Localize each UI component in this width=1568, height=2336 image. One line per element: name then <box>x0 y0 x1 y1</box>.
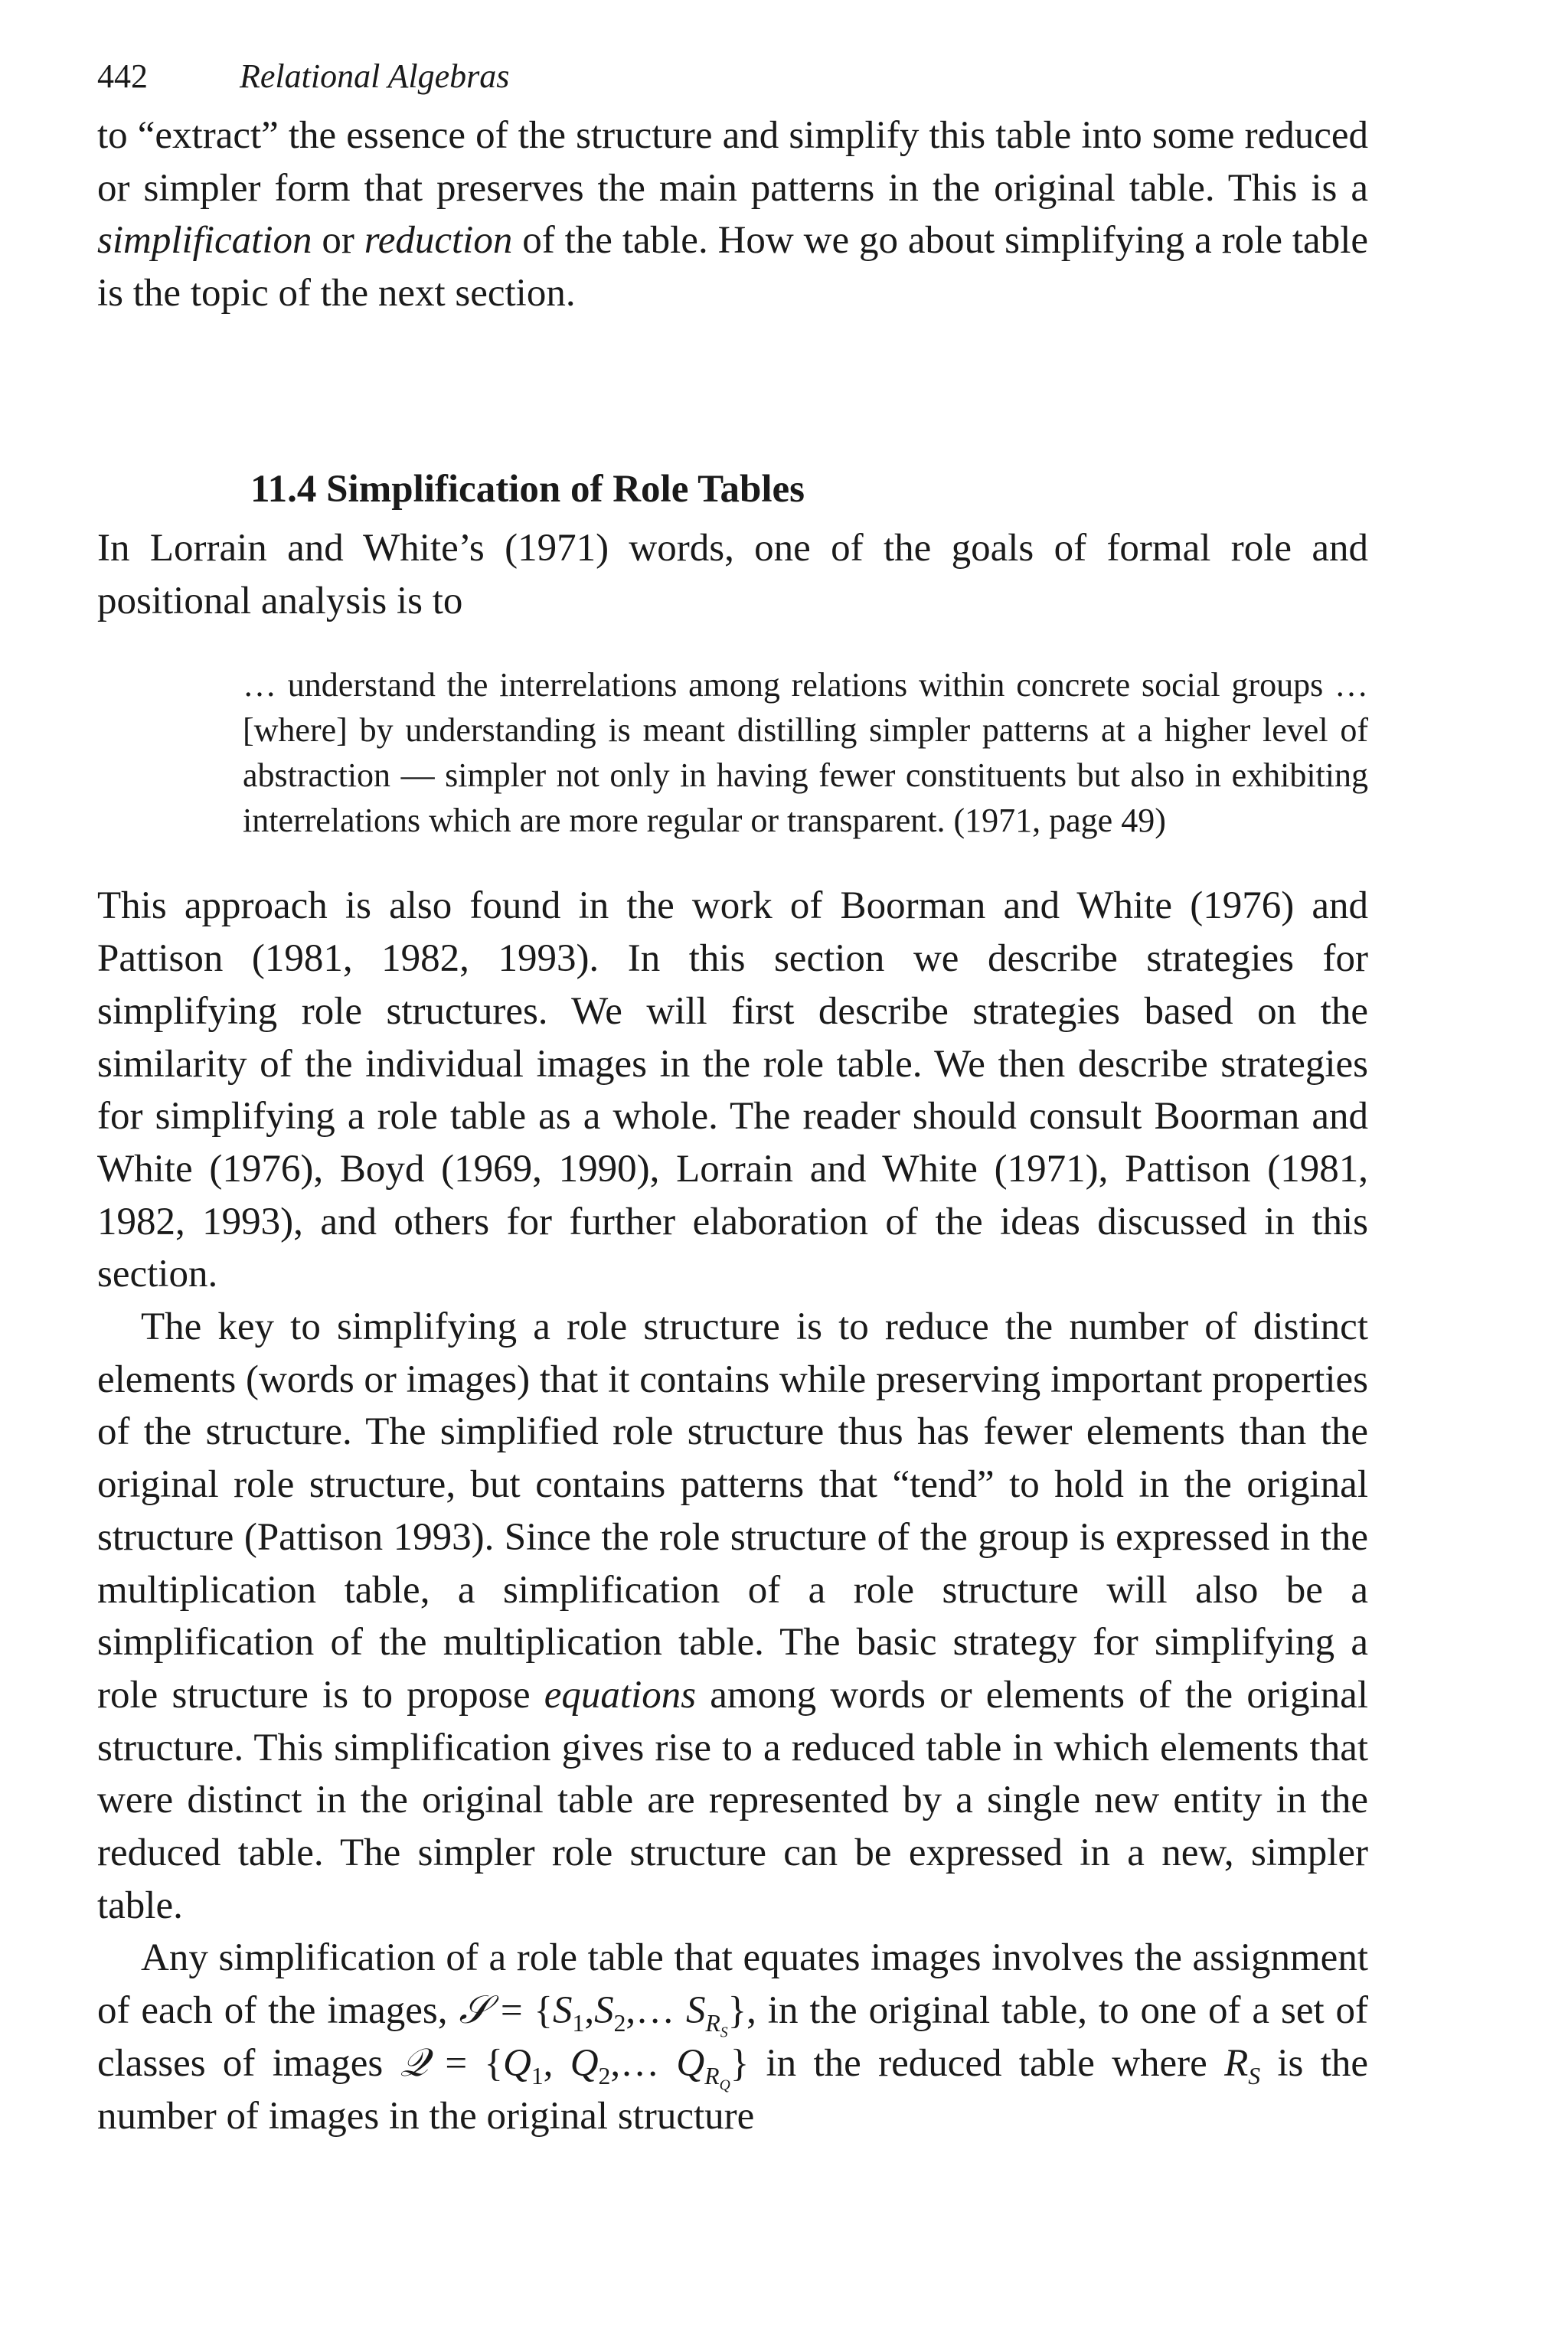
math-var: R <box>1224 2041 1249 2085</box>
math-subsub: Q <box>719 2077 730 2094</box>
any-text: is the number of images in the original structure <box>97 2041 1369 2138</box>
any-text: Any simplification of a role table that equates images involves the assignment of each of the images, <box>97 1936 1368 2033</box>
math-sub <box>704 2063 730 2094</box>
intro-text: to “extract” the essence of the structure and simplify this table into some reduced or simpler form that preserves the main patterns in the original table. This is a <box>97 114 1368 210</box>
math-text: ,… <box>610 2041 677 2085</box>
math-sub-text: R <box>705 2010 720 2037</box>
set-s-symbol: 𝒮 <box>459 1989 489 2033</box>
intro-text: or <box>312 219 364 263</box>
key-emphasis: equations <box>544 1673 697 1717</box>
intro-paragraph <box>97 109 1368 320</box>
math-sub: S <box>1248 2063 1261 2090</box>
key-text: among words or elements of the original structure. This simplification gives rise to a reduced table in which elements that were distinct in the original table are represented by a single new entity in the reduced table. The simpler role structure can be expressed in a new, simpler table. <box>97 1673 1368 1927</box>
any-text: in the reduced table where <box>749 2041 1225 2085</box>
math-sub: 1 <box>531 2063 544 2090</box>
section-heading: 11.4 Simplification of Role Tables <box>250 467 805 511</box>
math-sub: 2 <box>613 2010 626 2037</box>
lead-paragraph: In Lorrain and White’s (1971) words, one of the goals of formal role and positional analysis is to <box>97 526 1368 622</box>
math-sub-text: R <box>704 2063 720 2090</box>
math-var: S <box>686 1989 706 2033</box>
running-title: Relational Algebras <box>240 57 510 95</box>
math-text: ,… <box>626 1989 687 2033</box>
any-paragraph <box>97 1932 1368 2142</box>
math-var: S <box>553 1989 573 2033</box>
any-text: , in the original table, to one of a set of classes of images <box>97 1989 1369 2085</box>
math-var: Q <box>676 2041 705 2085</box>
math-sub: 2 <box>598 2063 611 2090</box>
math-var: S <box>594 1989 614 2033</box>
math-text: } <box>730 2041 750 2085</box>
intro-emphasis: reduction <box>364 219 513 263</box>
math-text: = { <box>488 1989 553 2033</box>
book-page <box>97 54 1368 2142</box>
math-sub: 1 <box>572 2010 585 2037</box>
key-paragraph <box>97 1301 1368 1932</box>
intro-text: of the table. How we go about simplifying a role table is the topic of the next section. <box>97 219 1368 315</box>
math-var: Q <box>570 2041 599 2085</box>
intro-emphasis: simplification <box>97 219 312 263</box>
running-head <box>97 54 1368 100</box>
math-text: } <box>727 1989 747 2033</box>
math-text: = { <box>428 2041 503 2085</box>
key-text: The key to simplifying a role structure is to reduce the number of distinct elements (words or images) that it contains while preserving important properties of the structure. The simplified role structure thus has fewer elements than the original role structure, but contains patterns that “tend” to hold in the original structure (Pattison 1993). Since the role structure of the group is expressed in the multiplication table, a simplification of a role structure will also be a simplification of the multiplication table. The basic strategy for simplifying a role structure is to propose <box>97 1305 1368 1717</box>
page-number: 442 <box>97 57 148 95</box>
math-subsub: S <box>720 2024 728 2041</box>
math-var: Q <box>502 2041 531 2085</box>
set-q-symbol: 𝒬 <box>400 2041 429 2085</box>
math-text: , <box>543 2041 570 2085</box>
math-text: , <box>584 1989 595 2033</box>
approach-paragraph: This approach is also found in the work of Boorman and White (1976) and Pattison (1981, 1982, 1993). In this section we describe strategies for simplifying role structures. We will first describe strategies based on the similarity of the individual images in the role table. We then describe strategies for simplifying a role table as a whole. The reader should consult Boorman and White (1976), Boyd (1969, 1990), Lorrain and White (1971), Pattison (1981, 1982, 1993), and others for further elaboration of the ideas discussed in this section. <box>97 884 1368 1296</box>
math-sub <box>705 2010 728 2041</box>
block-quote: … understand the interrelations among relations within concrete social groups … [where] by understanding is meant distilling simpler patterns at a higher level of abstraction — simpler not only in having fewer constituents but also in exhibiting interrelations which are more regular or transparent. (1971, page 49) <box>243 666 1368 839</box>
